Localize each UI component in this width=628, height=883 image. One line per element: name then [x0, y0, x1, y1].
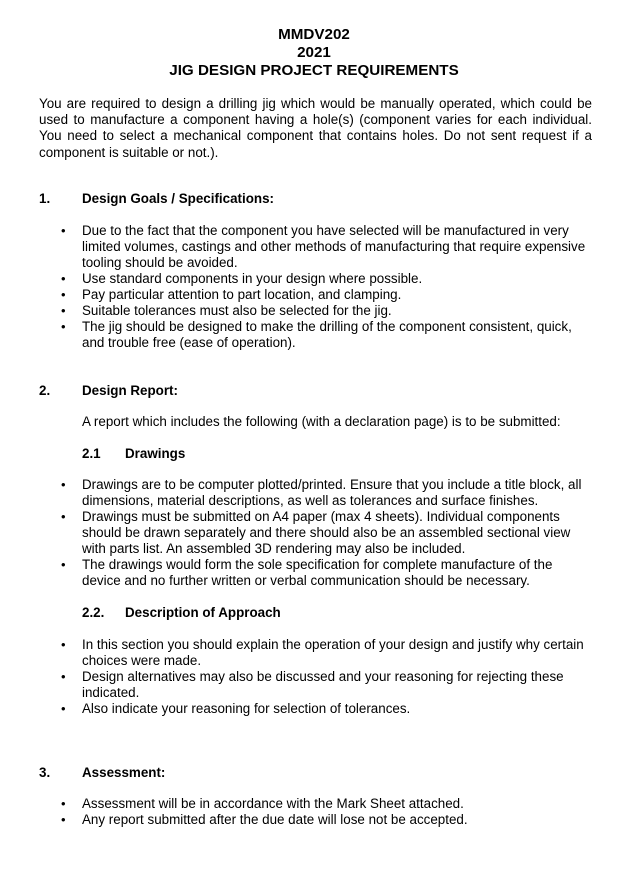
- section-2-title: Design Report:: [82, 383, 178, 398]
- list-item: • The drawings would form the sole specification for complete manufacture of the device and no further written or verbal communication should be necessary.: [61, 557, 553, 588]
- bullet-icon: •: [61, 303, 66, 318]
- section-3-bullets: [0, 796, 600, 828]
- bullet-icon: •: [61, 319, 66, 334]
- bullet-icon: •: [61, 669, 66, 684]
- intro-paragraph: You are required to design a drilling jig which would be manually operated, which could be used to manufacture a component having a hole(s) (component varies for each individual. You need to select a mechanical component that contains holes. Do not sent request if a component is suitable or not.).: [39, 96, 592, 160]
- document-title: JIG DESIGN PROJECT REQUIREMENTS: [169, 62, 459, 79]
- bullet-icon: •: [61, 796, 66, 811]
- section-1-bullets: [0, 223, 600, 351]
- subsection-2-1-bullets: [0, 477, 600, 589]
- subsection-2-2-title: Description of Approach: [125, 605, 281, 620]
- list-item: • Pay particular attention to part location, and clamping.: [61, 287, 402, 302]
- subsection-2-2-bullets: [0, 637, 600, 717]
- list-item: • Also indicate your reasoning for selection of tolerances.: [61, 701, 411, 716]
- subsection-2-1-title: Drawings: [125, 446, 186, 461]
- list-item: • Suitable tolerances must also be selected for the jig.: [61, 303, 392, 318]
- bullet-icon: •: [61, 287, 66, 302]
- bullet-icon: •: [61, 557, 66, 572]
- list-item: • The jig should be designed to make the drilling of the component consistent, quick, and trouble free (ease of operation).: [61, 319, 572, 350]
- year: 2021: [297, 44, 331, 61]
- list-item: • Due to the fact that the component you have selected will be manufactured in very limited volumes, castings and other methods of manufacturing that require expensive tooling should be avoided.: [61, 223, 586, 270]
- section-2-number: 2.: [39, 383, 51, 398]
- list-item: • Use standard components in your design where possible.: [61, 271, 423, 286]
- bullet-icon: •: [61, 271, 66, 286]
- bullet-icon: •: [61, 812, 66, 827]
- subsection-2-1-number: 2.1: [82, 446, 101, 461]
- section-3-title: Assessment:: [82, 765, 166, 780]
- subsection-2-2-number: 2.2.: [82, 605, 105, 620]
- list-item: • Drawings are to be computer plotted/printed. Ensure that you include a title block, all dimensions, material descriptions, as well as tolerances and surface finishes.: [61, 477, 582, 508]
- list-item: • Assessment will be in accordance with the Mark Sheet attached.: [61, 796, 464, 811]
- list-item: • Drawings must be submitted on A4 paper (max 4 sheets). Individual components should be drawn separately and there should also be an assembled sectional view with parts list. An assembled 3D rendering may also be included.: [61, 509, 571, 556]
- list-item: • Design alternatives may also be discussed and your reasoning for rejecting these indicated.: [61, 669, 564, 700]
- bullet-icon: •: [61, 223, 66, 238]
- section-1-title: Design Goals / Specifications:: [82, 191, 274, 206]
- section-2-intro: A report which includes the following (with a declaration page) is to be submitted:: [82, 414, 561, 429]
- section-3-number: 3.: [39, 765, 51, 780]
- bullet-icon: •: [61, 701, 66, 716]
- list-item: • In this section you should explain the operation of your design and justify why certain choices were made.: [61, 637, 584, 668]
- bullet-icon: •: [61, 477, 66, 492]
- section-1-number: 1.: [39, 191, 51, 206]
- course-code: MMDV202: [278, 26, 350, 43]
- bullet-icon: •: [61, 509, 66, 524]
- list-item: • Any report submitted after the due date will lose not be accepted.: [61, 812, 468, 827]
- document-header: [0, 26, 628, 80]
- bullet-icon: •: [61, 637, 66, 652]
